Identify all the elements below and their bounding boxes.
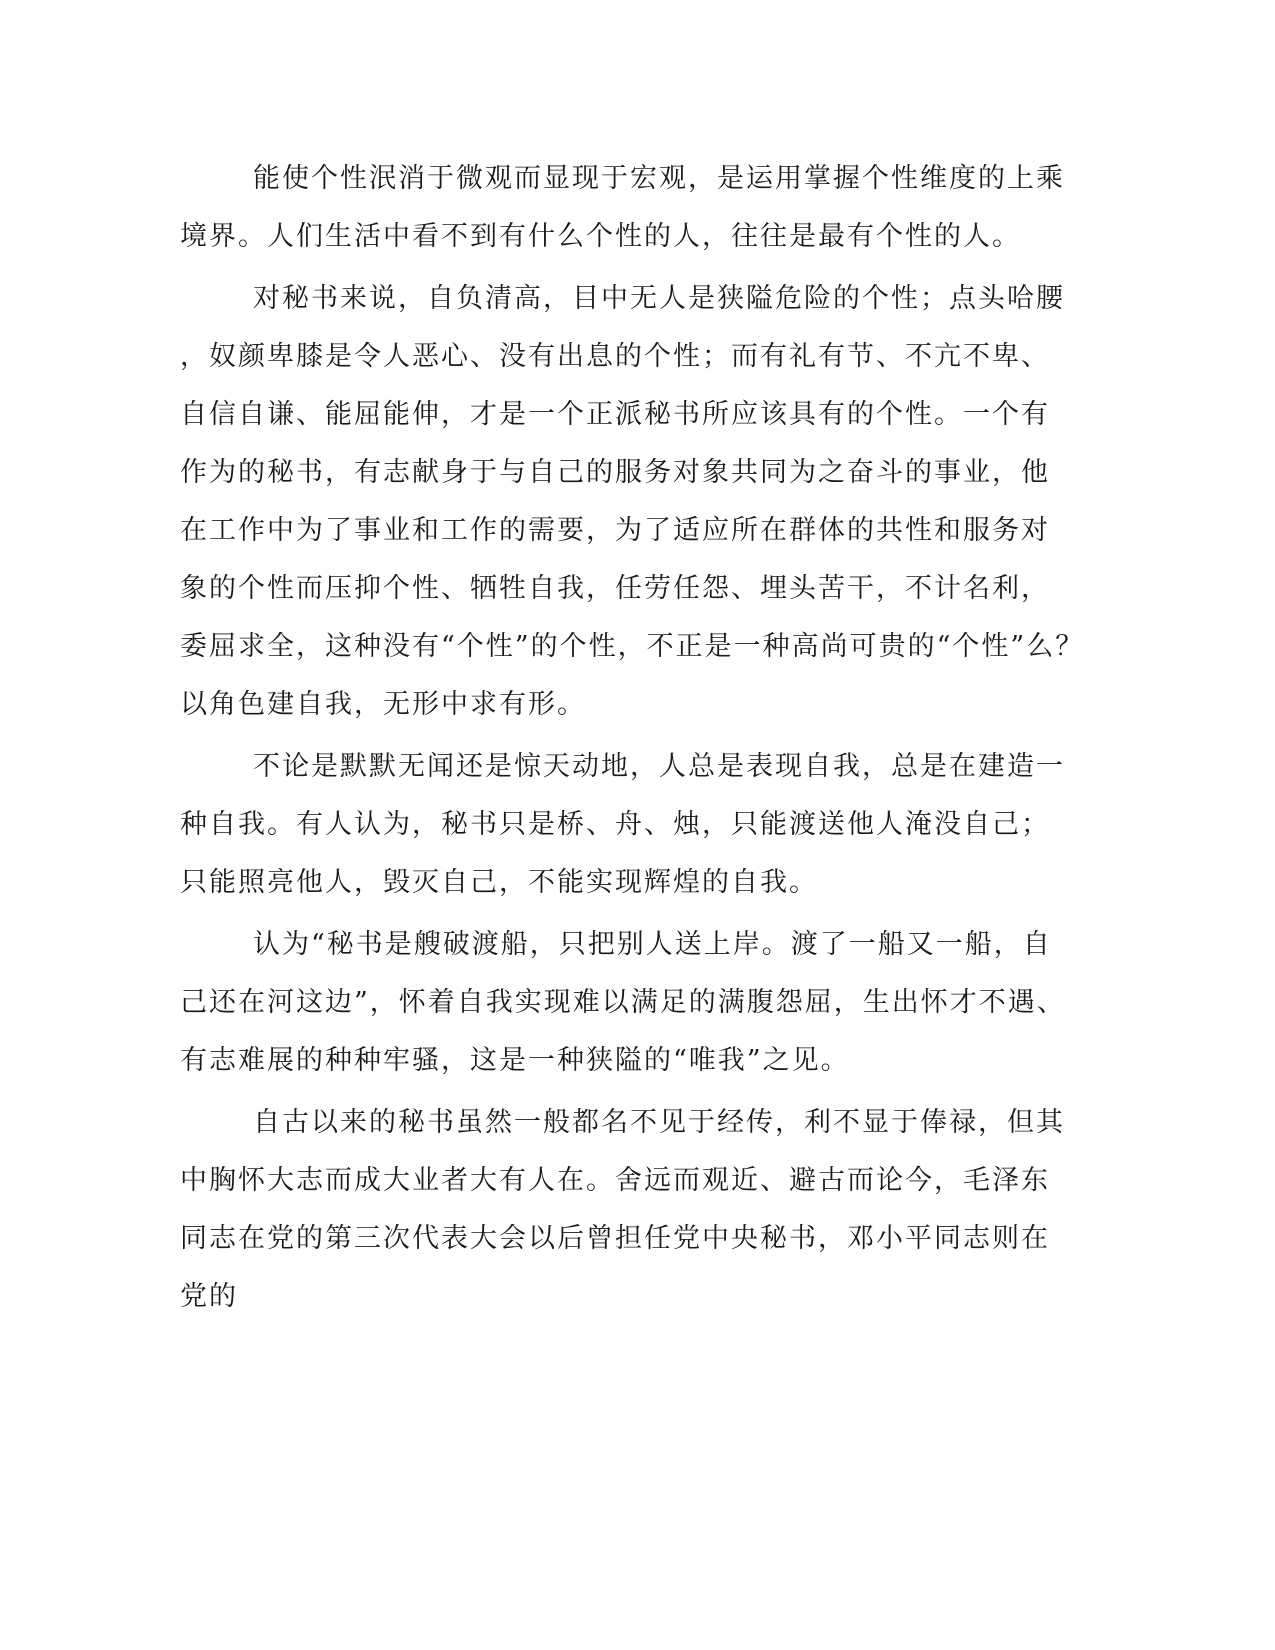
- text-line: 作为的秘书，有志献身于与自己的服务对象共同为之奋斗的事业，他: [180, 457, 1050, 488]
- text-line: 只能照亮他人，毁灭自己，不能实现辉煌的自我。: [180, 867, 818, 898]
- text-line: 有志难展的种种牢骚，这是一种狭隘的“唯我”之见。: [180, 1045, 850, 1076]
- text-line: 种自我。有人认为，秘书只是桥、舟、烛，只能渡送他人淹没自己；: [180, 809, 1050, 840]
- paragraph-4: [180, 916, 1066, 1090]
- text-line: 不论是默默无闻还是惊天动地，人总是表现自我，总是在建造一: [253, 751, 1065, 782]
- text-line: 党的: [180, 1281, 238, 1312]
- text-line: 能使个性泯消于微观而显现于宏观，是运用掌握个性维度的上乘: [253, 163, 1065, 194]
- text-line: 自古以来的秘书虽然一般都名不见于经传，利不显于俸禄，但其: [253, 1107, 1065, 1138]
- text-line: 象的个性而压抑个性、牺牲自我，任劳任怨、埋头苦干，不计名利，: [180, 573, 1050, 604]
- text-line: 认为“秘书是艘破渡船，只把别人送上岸。渡了一船又一船，自: [253, 929, 1052, 960]
- text-line: ，奴颜卑膝是令人恶心、没有出息的个性；而有礼有节、不亢不卑、: [180, 341, 1050, 372]
- paragraph-2: [180, 270, 1085, 734]
- text-line: 在工作中为了事业和工作的需要，为了适应所在群体的共性和服务对: [180, 515, 1050, 546]
- text-line: 自信自谦、能屈能伸，才是一个正派秘书所应该具有的个性。一个有: [180, 399, 1050, 430]
- text-line: 同志在党的第三次代表大会以后曾担任党中央秘书，邓小平同志则在: [180, 1223, 1050, 1254]
- paragraph-1: [180, 150, 1065, 266]
- text-line: 境界。人们生活中看不到有什么个性的人，往往是最有个性的人。: [180, 221, 1021, 252]
- text-line: 以角色建自我，无形中求有形。: [180, 689, 586, 720]
- paragraph-5: [180, 1094, 1065, 1326]
- paragraph-3: [180, 738, 1065, 912]
- text-line: 委屈求全，这种没有“个性”的个性，不正是一种高尚可贵的“个性”么？: [180, 631, 1085, 662]
- text-line: 中胸怀大志而成大业者大有人在。舍远而观近、避古而论今，毛泽东: [180, 1165, 1050, 1196]
- text-line: 己还在河这边”，怀着自我实现难以满足的满腹怨屈，生出怀才不遇、: [180, 987, 1066, 1018]
- text-line: 对秘书来说，自负清高，目中无人是狭隘危险的个性；点头哈腰: [253, 283, 1065, 314]
- document-body: [180, 150, 1085, 1330]
